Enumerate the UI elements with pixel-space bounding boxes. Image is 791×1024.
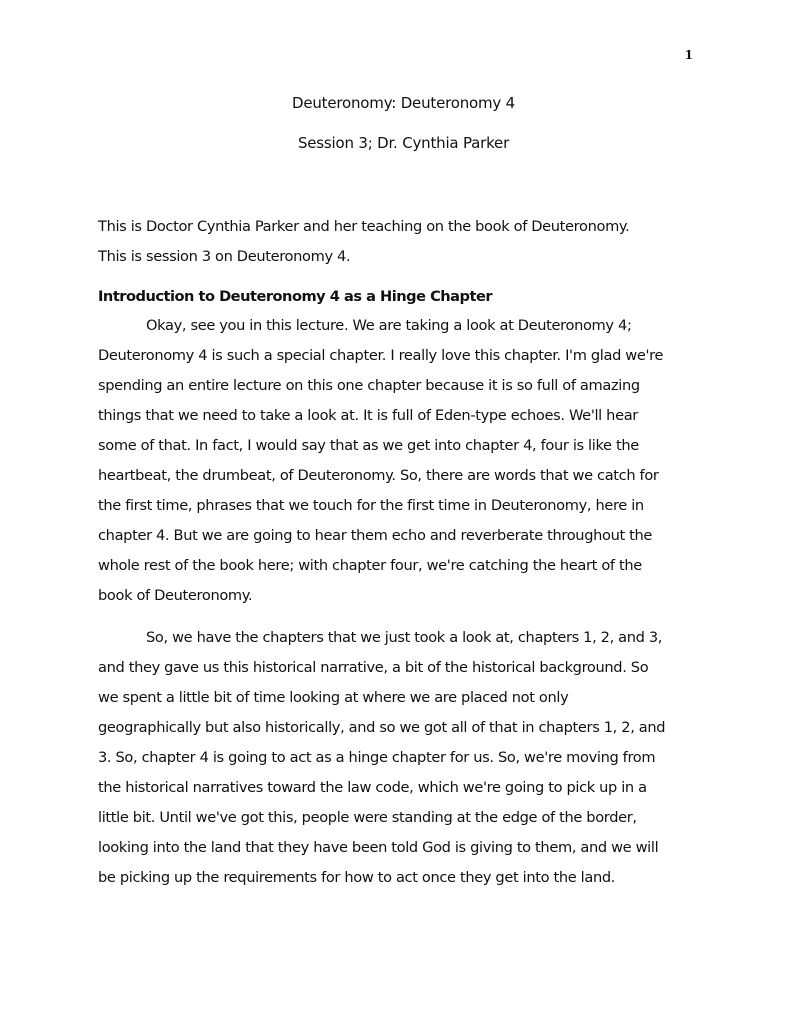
paragraph-line: the historical narratives toward the law code, which we're going to pick up in a <box>98 779 647 796</box>
paragraph-line: spending an entire lecture on this one chapter because it is so full of amazing <box>98 377 640 394</box>
paragraph-2 <box>98 623 696 893</box>
paragraph-line: 3. So, chapter 4 is going to act as a hinge chapter for us. So, we're moving from <box>98 749 656 766</box>
session-subtitle: Session 3; Dr. Cynthia Parker <box>297 134 510 152</box>
intro-paragraph <box>98 212 696 272</box>
paragraph-line: So, we have the chapters that we just took a look at, chapters 1, 2, and 3, <box>146 629 663 646</box>
paragraph-line: Deuteronomy 4 is such a special chapter. I really love this chapter. I'm glad we're <box>98 347 664 364</box>
paragraph-line: whole rest of the book here; with chapter four, we're catching the heart of the <box>98 557 642 574</box>
page-number: 1 <box>684 48 693 62</box>
paragraph-line: book of Deuteronomy. <box>98 587 253 604</box>
paragraph-line: little bit. Until we've got this, people were standing at the edge of the border, <box>98 809 637 826</box>
intro-line: This is Doctor Cynthia Parker and her teaching on the book of Deuteronomy. <box>98 218 630 235</box>
paragraph-line: some of that. In fact, I would say that as we get into chapter 4, four is like the <box>98 437 639 454</box>
paragraph-line: and they gave us this historical narrative, a bit of the historical background. So <box>98 659 649 676</box>
paragraph-1 <box>98 311 696 611</box>
paragraph-line: the first time, phrases that we touch for the first time in Deuteronomy, here in <box>98 497 644 514</box>
paragraph-line: Okay, see you in this lecture. We are taking a look at Deuteronomy 4; <box>146 317 632 334</box>
paragraph-line: we spent a little bit of time looking at where we are placed not only <box>98 689 569 706</box>
document-title: Deuteronomy: Deuteronomy 4 <box>291 94 515 112</box>
intro-line: This is session 3 on Deuteronomy 4. <box>98 248 351 265</box>
paragraph-line: things that we need to take a look at. It is full of Eden-type echoes. We'll hear <box>98 407 638 424</box>
paragraph-line: be picking up the requirements for how to act once they get into the land. <box>98 869 616 886</box>
paragraph-line: looking into the land that they have been told God is giving to them, and we will <box>98 839 659 856</box>
section-heading: Introduction to Deuteronomy 4 as a Hinge Chapter <box>98 288 493 305</box>
paragraph-line: heartbeat, the drumbeat, of Deuteronomy. So, there are words that we catch for <box>98 467 659 484</box>
paragraph-line: chapter 4. But we are going to hear them echo and reverberate throughout the <box>98 527 653 544</box>
paragraph-line: geographically but also historically, and so we got all of that in chapters 1, 2, and <box>98 719 666 736</box>
